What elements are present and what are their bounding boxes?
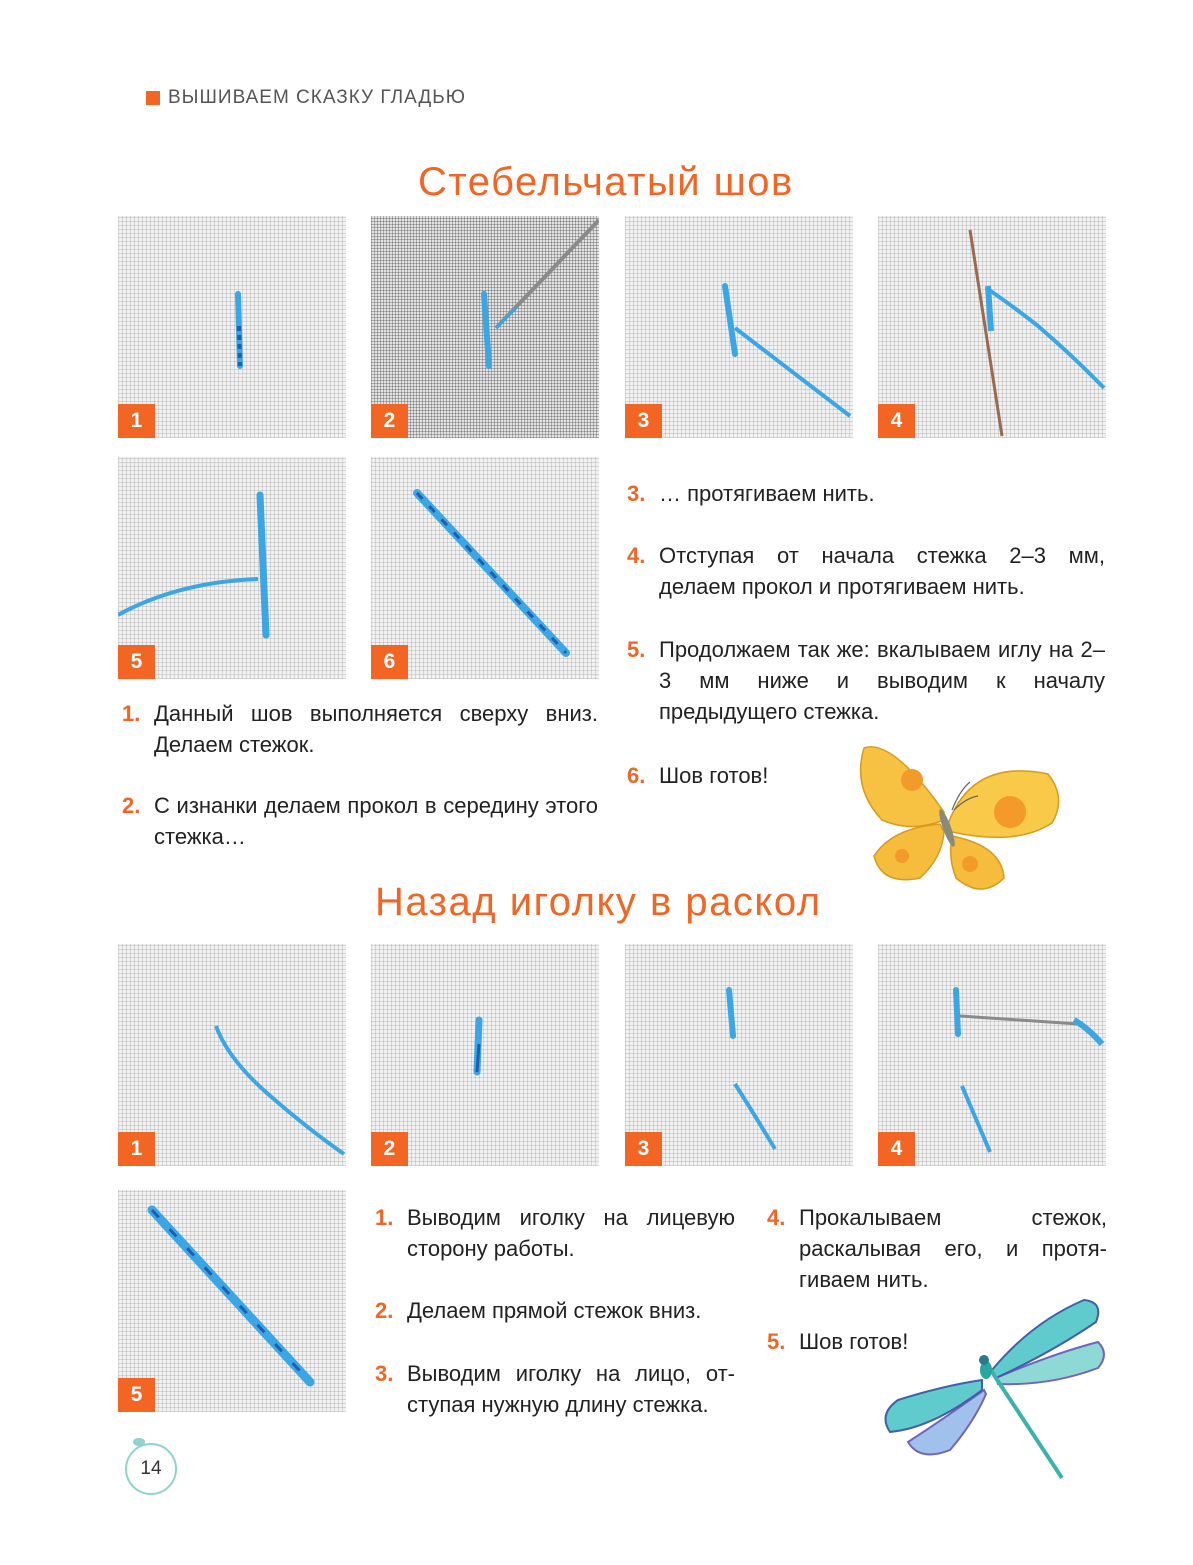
photo-badge: 6 — [371, 645, 408, 679]
photo-badge: 2 — [371, 1132, 408, 1166]
photo-badge: 5 — [118, 1378, 155, 1412]
split-stitch-photo-2 — [371, 944, 599, 1166]
section1-step-1: 1. Данный шов выполняется сверху вниз. Делаем стежок. — [122, 701, 598, 757]
split-stitch-photo-3 — [625, 944, 853, 1166]
split-stitch-photo-1 — [118, 944, 346, 1166]
page-number: 14 — [125, 1443, 177, 1495]
section2-step-4: 4. Прокалываем стежок, раскалывая его, и протягиваем нить. — [767, 1205, 1107, 1292]
photo-badge: 3 — [625, 1132, 662, 1166]
page-ring-dot-icon — [133, 1438, 145, 1446]
section2-title: Назад иголку в раскол — [375, 880, 822, 924]
square-bullet-icon — [146, 91, 160, 105]
photo-badge: 2 — [371, 404, 408, 438]
photo-badge: 4 — [878, 1132, 915, 1166]
section1-step-3: 3. … протягиваем нить. — [627, 481, 875, 506]
section1-title: Стебельчатый шов — [418, 160, 794, 204]
photo-badge: 5 — [118, 645, 155, 679]
stem-stitch-photo-2 — [371, 216, 599, 438]
photo-badge: 4 — [878, 404, 915, 438]
section2-step-1: 1. Выводим иголку на лицевую сторону работы. — [375, 1205, 735, 1261]
dragonfly-illustration — [872, 1282, 1112, 1482]
section2-step-3: 3. Выводим иголку на лицо, отступая нужную длину стежка. — [375, 1361, 735, 1417]
section1-step-5: 5. Продолжаем так же: вкалываем иглу на 2–3 мм ниже и выводим к началу предыдущего стежка. — [627, 637, 1105, 724]
butterfly-illustration — [852, 728, 1092, 900]
section1-step-6: 6. Шов готов! — [627, 763, 769, 788]
stem-stitch-photo-1 — [118, 216, 346, 438]
split-stitch-photo-5 — [118, 1190, 346, 1412]
section1-step-4: 4. Отступая от начала стежка 2–3 мм, делаем прокол и протягиваем нить. — [627, 543, 1105, 599]
split-stitch-photo-4 — [878, 944, 1106, 1166]
stem-stitch-photo-5 — [118, 457, 346, 679]
stem-stitch-photo-3 — [625, 216, 853, 438]
running-head-text: ВЫШИВАЕМ СКАЗКУ ГЛАДЬЮ — [168, 87, 466, 108]
stem-stitch-photo-6 — [371, 457, 599, 679]
running-head — [146, 87, 466, 109]
photo-badge: 3 — [625, 404, 662, 438]
section2-step-2: 2. Делаем прямой стежок вниз. — [375, 1298, 702, 1323]
photo-badge: 1 — [118, 404, 155, 438]
stem-stitch-photo-4 — [878, 216, 1106, 438]
photo-badge: 1 — [118, 1132, 155, 1166]
section1-step-2: 2. С изнанки делаем прокол в середину этого стежка… — [122, 793, 598, 849]
section2-step-5: 5. Шов готов! — [767, 1329, 909, 1354]
